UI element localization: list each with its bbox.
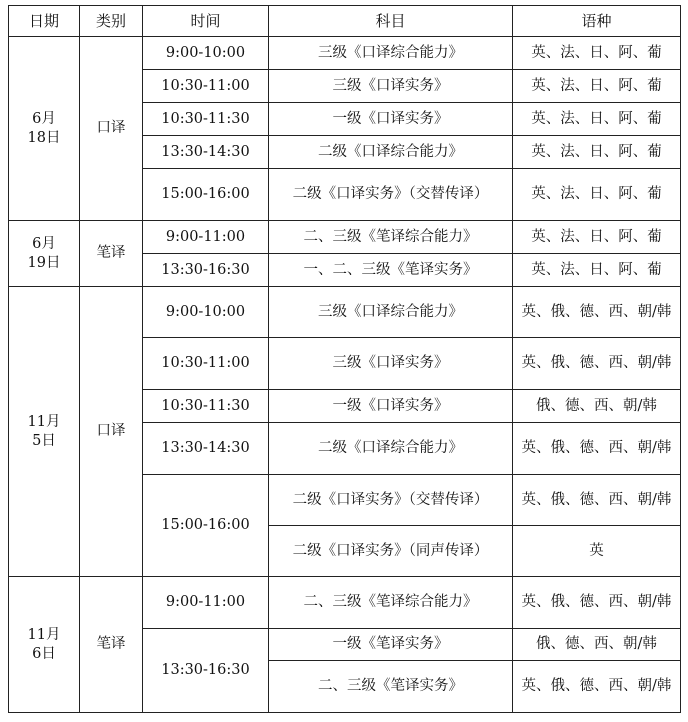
language-cell: 英、法、日、阿、葡 bbox=[513, 37, 681, 70]
time-cell: 15:00-16:00 bbox=[143, 475, 269, 577]
time-cell: 13:30-16:30 bbox=[143, 629, 269, 713]
time-cell: 9:00-11:00 bbox=[143, 577, 269, 629]
time-cell: 10:30-11:30 bbox=[143, 390, 269, 423]
table-row bbox=[9, 37, 681, 70]
language-cell: 英、法、日、阿、葡 bbox=[513, 70, 681, 103]
subject-cell: 三级《口译综合能力》 bbox=[269, 37, 513, 70]
date-day: 19日 bbox=[27, 254, 61, 271]
subject-cell: 三级《口译实务》 bbox=[269, 338, 513, 390]
subject-cell: 三级《口译综合能力》 bbox=[269, 287, 513, 338]
language-cell: 英、法、日、阿、葡 bbox=[513, 221, 681, 254]
category-cell: 口译 bbox=[80, 37, 143, 221]
date-day: 5日 bbox=[32, 432, 56, 449]
time-cell: 9:00-10:00 bbox=[143, 37, 269, 70]
header-subject: 科目 bbox=[269, 6, 513, 37]
header-language: 语种 bbox=[513, 6, 681, 37]
date-month: 6月 bbox=[32, 110, 56, 127]
table-row bbox=[9, 577, 681, 629]
language-cell: 俄、德、西、朝/韩 bbox=[513, 629, 681, 661]
language-cell: 英、法、日、阿、葡 bbox=[513, 136, 681, 169]
exam-schedule-table bbox=[8, 5, 681, 713]
date-month: 11月 bbox=[27, 413, 61, 430]
time-cell: 9:00-10:00 bbox=[143, 287, 269, 338]
date-cell bbox=[9, 37, 80, 221]
date-month: 6月 bbox=[32, 235, 56, 252]
table-row bbox=[9, 221, 681, 254]
subject-cell: 一级《口译实务》 bbox=[269, 390, 513, 423]
language-cell: 英、俄、德、西、朝/韩 bbox=[513, 338, 681, 390]
language-cell: 英、俄、德、西、朝/韩 bbox=[513, 287, 681, 338]
language-cell: 英、俄、德、西、朝/韩 bbox=[513, 661, 681, 713]
language-cell: 英、法、日、阿、葡 bbox=[513, 169, 681, 221]
time-cell: 9:00-11:00 bbox=[143, 221, 269, 254]
time-cell: 13:30-14:30 bbox=[143, 136, 269, 169]
time-cell: 13:30-14:30 bbox=[143, 423, 269, 475]
category-cell: 口译 bbox=[80, 287, 143, 577]
date-cell bbox=[9, 577, 80, 713]
subject-cell: 二、三级《笔译综合能力》 bbox=[269, 577, 513, 629]
date-month: 11月 bbox=[27, 626, 61, 643]
date-day: 18日 bbox=[27, 129, 61, 146]
language-cell: 俄、德、西、朝/韩 bbox=[513, 390, 681, 423]
table-row bbox=[9, 287, 681, 338]
header-category: 类别 bbox=[80, 6, 143, 37]
subject-cell: 三级《口译实务》 bbox=[269, 70, 513, 103]
subject-cell: 一级《笔译实务》 bbox=[269, 629, 513, 661]
category-cell: 笔译 bbox=[80, 577, 143, 713]
subject-cell: 一级《口译实务》 bbox=[269, 103, 513, 136]
language-cell: 英 bbox=[513, 526, 681, 577]
subject-cell: 二、三级《笔译综合能力》 bbox=[269, 221, 513, 254]
date-cell bbox=[9, 221, 80, 287]
date-cell bbox=[9, 287, 80, 577]
subject-cell: 二级《口译实务》（同声传译） bbox=[269, 526, 513, 577]
subject-cell: 二级《口译实务》（交替传译） bbox=[269, 475, 513, 526]
header-time: 时间 bbox=[143, 6, 269, 37]
subject-cell: 一、二、三级《笔译实务》 bbox=[269, 254, 513, 287]
language-cell: 英、法、日、阿、葡 bbox=[513, 103, 681, 136]
subject-cell: 二级《口译实务》（交替传译） bbox=[269, 169, 513, 221]
date-day: 6日 bbox=[32, 645, 56, 662]
category-cell: 笔译 bbox=[80, 221, 143, 287]
time-cell: 10:30-11:00 bbox=[143, 70, 269, 103]
language-cell: 英、俄、德、西、朝/韩 bbox=[513, 577, 681, 629]
header-row bbox=[9, 6, 681, 37]
language-cell: 英、俄、德、西、朝/韩 bbox=[513, 475, 681, 526]
subject-cell: 二级《口译综合能力》 bbox=[269, 136, 513, 169]
subject-cell: 二级《口译综合能力》 bbox=[269, 423, 513, 475]
time-cell: 13:30-16:30 bbox=[143, 254, 269, 287]
time-cell: 15:00-16:00 bbox=[143, 169, 269, 221]
language-cell: 英、法、日、阿、葡 bbox=[513, 254, 681, 287]
language-cell: 英、俄、德、西、朝/韩 bbox=[513, 423, 681, 475]
header-date: 日期 bbox=[9, 6, 80, 37]
subject-cell: 二、三级《笔译实务》 bbox=[269, 661, 513, 713]
time-cell: 10:30-11:00 bbox=[143, 338, 269, 390]
time-cell: 10:30-11:30 bbox=[143, 103, 269, 136]
